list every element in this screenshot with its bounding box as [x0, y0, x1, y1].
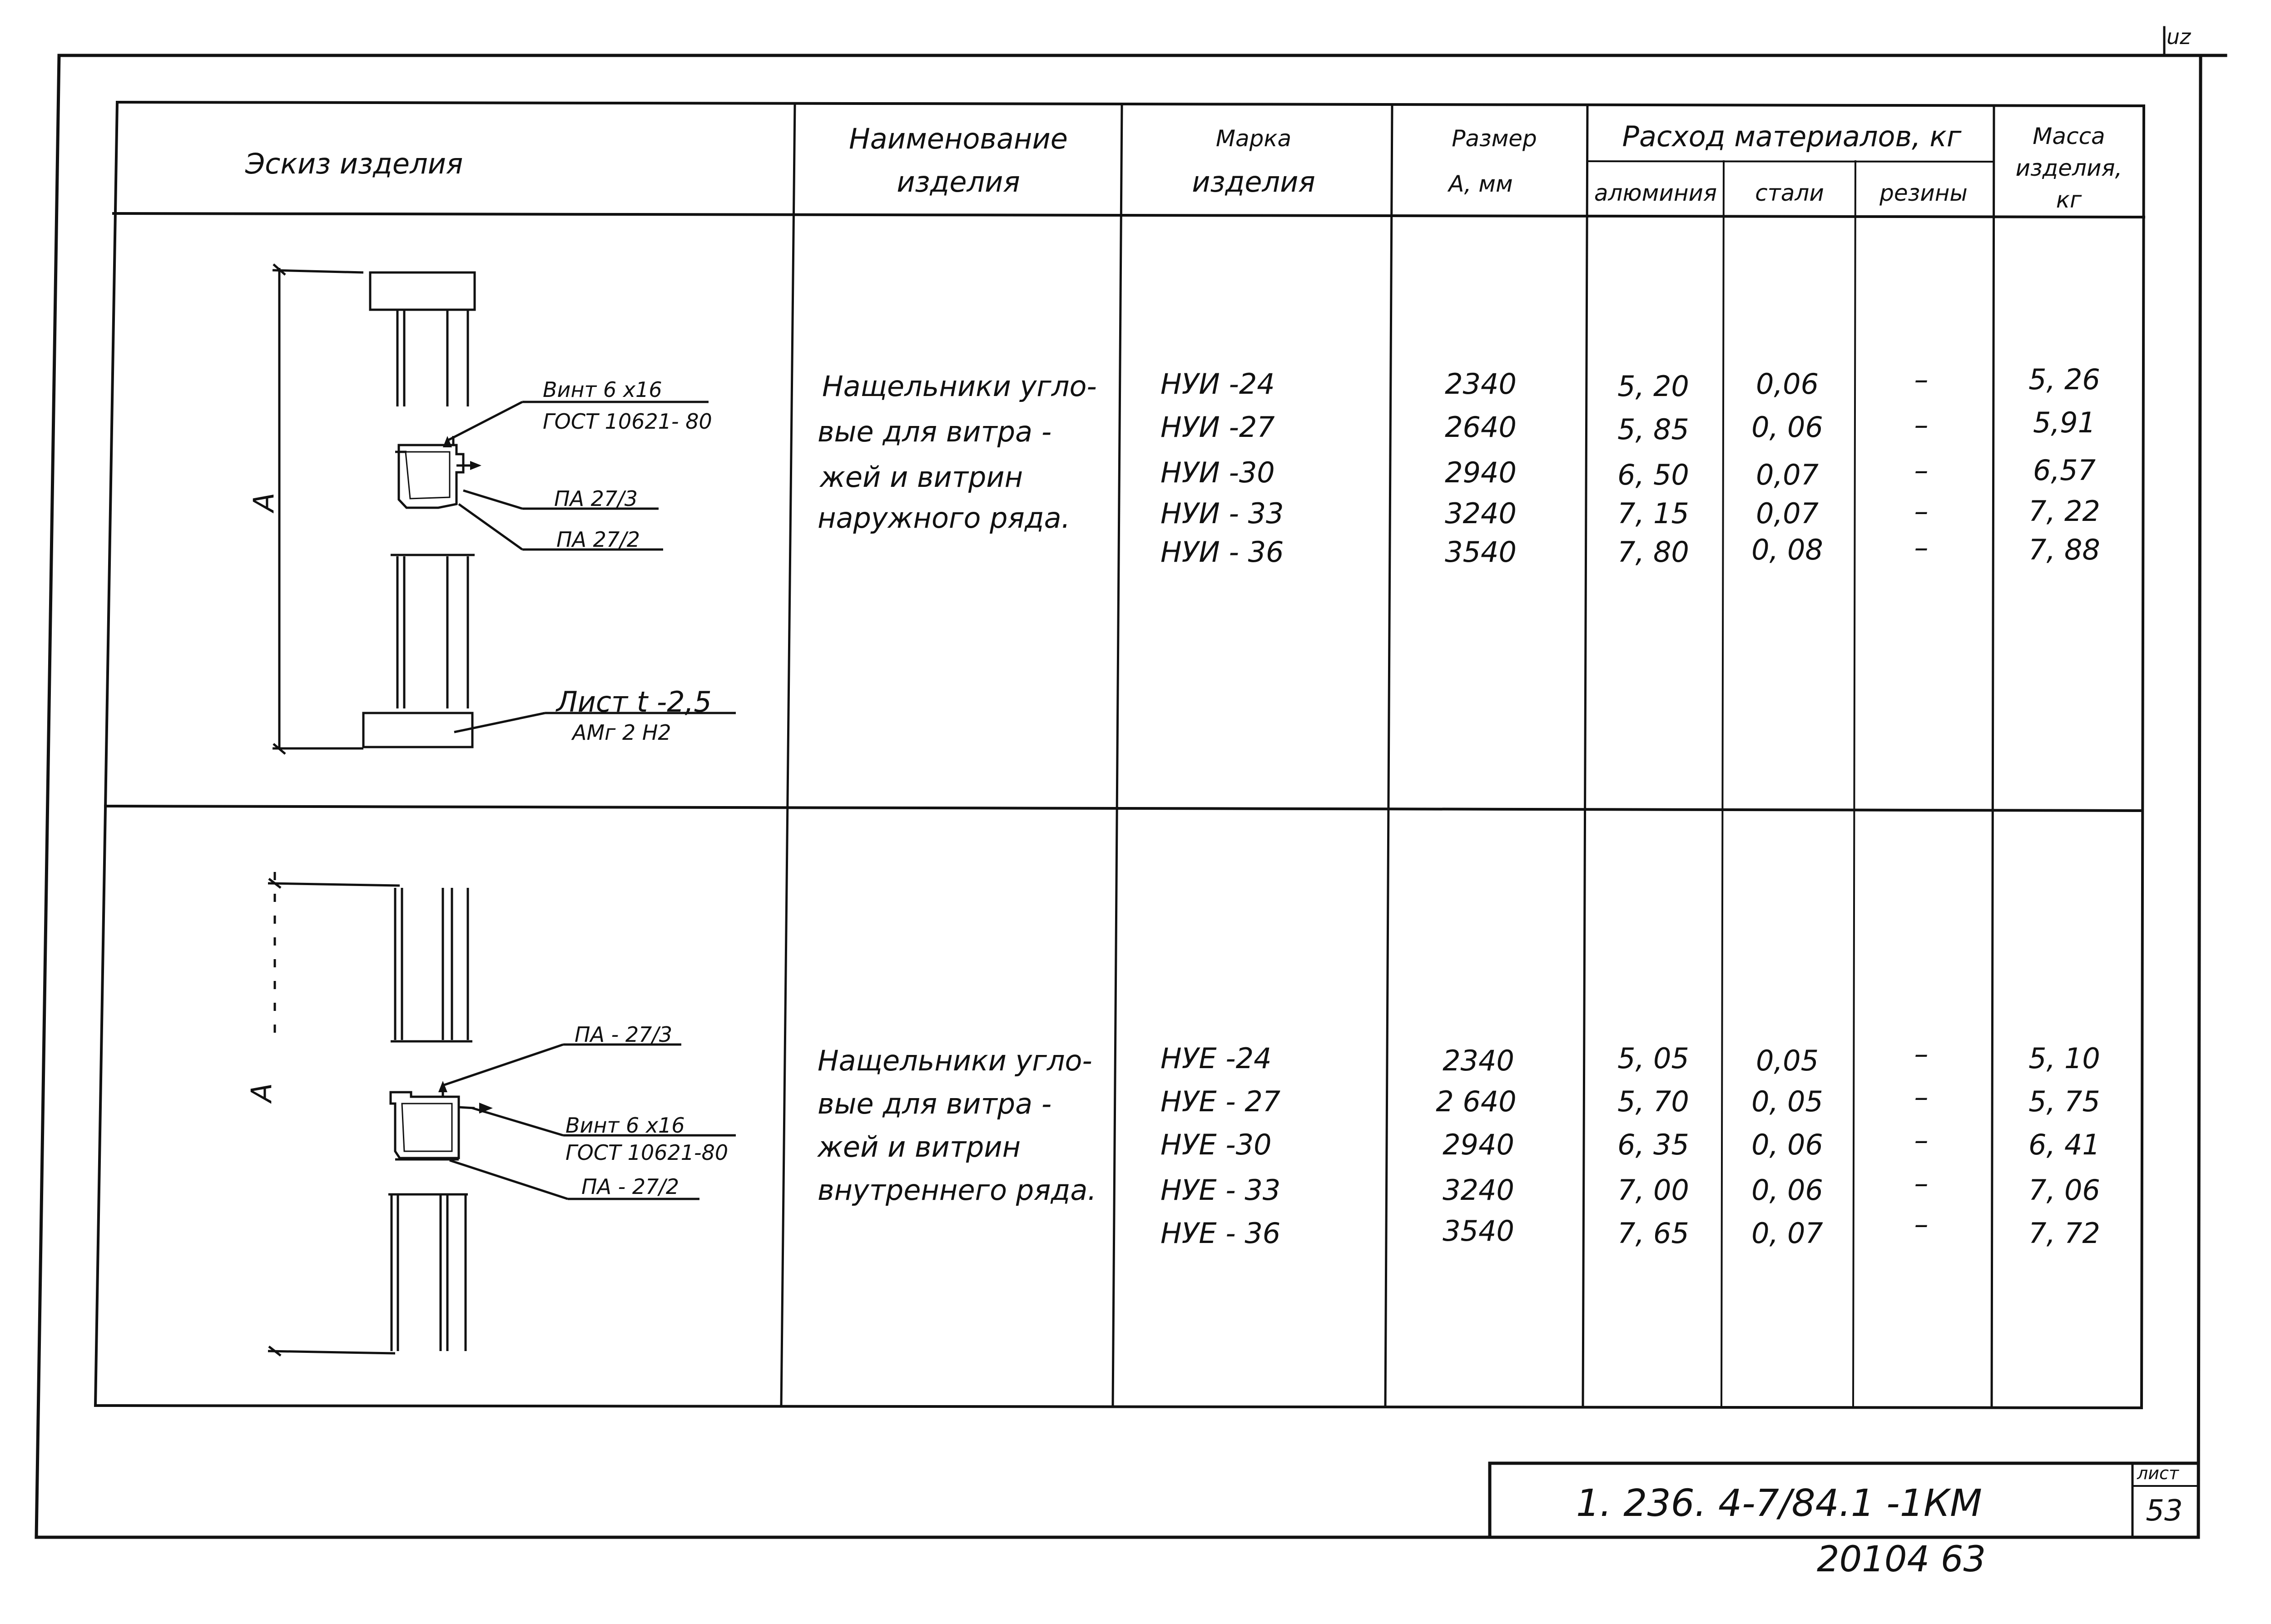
mass: 5, 10 [2028, 1042, 2100, 1075]
header-mass-line3: кг [2056, 187, 2082, 213]
size: 3240 [1445, 497, 1517, 530]
group2-pa3-label: ПА - 27/3 [575, 1022, 673, 1047]
aluminium: 7, 00 [1617, 1173, 1689, 1207]
mass: 7, 88 [2028, 533, 2100, 566]
rubber: – [1914, 1037, 1929, 1070]
size: 2940 [1443, 1128, 1514, 1161]
aluminium: 6, 35 [1617, 1128, 1689, 1161]
header-size-line2: А, мм [1448, 171, 1513, 197]
aluminium: 7, 15 [1617, 497, 1689, 530]
aluminium: 7, 65 [1617, 1217, 1689, 1250]
size: 2640 [1445, 411, 1517, 444]
steel: 0, 08 [1751, 533, 1823, 566]
mass: 5,91 [2033, 406, 2096, 439]
group1-pa2-label: ПА 27/2 [556, 527, 640, 552]
header-rubber: резины [1879, 180, 1968, 206]
group1-alloy-label: АМг 2 Н2 [572, 720, 671, 745]
aluminium: 6, 50 [1617, 458, 1689, 491]
header-sketch: Эскиз изделия [245, 147, 463, 180]
rubber: – [1914, 363, 1929, 396]
rubber: – [1914, 495, 1929, 528]
mass: 7, 22 [2028, 495, 2100, 528]
group1-name-line3: жей и витрин [820, 460, 1023, 494]
steel: 0, 06 [1751, 1128, 1823, 1161]
size: 3240 [1443, 1173, 1514, 1207]
rubber: – [1914, 1080, 1929, 1114]
group1-sheet-label: Лист t -2,5 [556, 685, 712, 718]
mark: НУЕ -24 [1160, 1042, 1272, 1075]
header-materials: Расход материалов, кг [1622, 120, 1962, 153]
size: 2340 [1445, 367, 1517, 401]
mark: НУЕ -30 [1160, 1128, 1272, 1161]
header-mark-line1: Марка [1215, 125, 1292, 152]
mark: НУИ - 36 [1160, 535, 1284, 569]
steel: 0,05 [1755, 1044, 1819, 1077]
rubber: – [1914, 454, 1929, 487]
mass: 7, 72 [2028, 1217, 2100, 1250]
bottom-number: 20104 63 [1817, 1539, 1986, 1580]
rubber: – [1914, 408, 1929, 441]
header-name-line2: изделия [897, 165, 1020, 198]
document-code: 1. 236. 4-7/84.1 -1КМ [1576, 1482, 1982, 1525]
aluminium: 5, 70 [1617, 1085, 1689, 1118]
rubber: – [1914, 1124, 1929, 1157]
steel: 0,07 [1755, 458, 1819, 491]
group1-name-line2: вые для витра - [818, 415, 1052, 448]
mass: 6,57 [2033, 454, 2096, 487]
header-mass-line2: изделия, [2015, 155, 2122, 181]
mark: НУЕ - 27 [1160, 1085, 1281, 1118]
size: 2 640 [1436, 1085, 1517, 1118]
steel: 0, 05 [1751, 1085, 1823, 1118]
size: 2940 [1445, 456, 1517, 489]
group2-screw-label: Винт 6 х16 [565, 1113, 685, 1138]
group2-name-line1: Нащельники угло- [818, 1044, 1092, 1077]
group2-gost-label: ГОСТ 10621-80 [565, 1140, 729, 1165]
steel: 0,06 [1755, 367, 1819, 401]
group1-dim-label: А [247, 492, 281, 512]
header-steel: стали [1755, 180, 1824, 206]
mark: НУИ - 33 [1160, 497, 1284, 530]
aluminium: 5, 05 [1617, 1042, 1689, 1075]
mark: НУИ -27 [1160, 411, 1275, 444]
group2-pa2-label: ПА - 27/2 [581, 1174, 679, 1199]
header-aluminium: алюминия [1594, 180, 1717, 206]
rubber: – [1914, 531, 1929, 564]
group2-name-line3: жей и витрин [818, 1130, 1021, 1164]
steel: 0,07 [1755, 497, 1819, 530]
group1-gost-label: ГОСТ 10621- 80 [543, 409, 712, 434]
mass: 6, 41 [2028, 1128, 2100, 1161]
steel: 0, 06 [1751, 1173, 1823, 1207]
aluminium: 5, 20 [1617, 370, 1689, 403]
size: 2340 [1443, 1044, 1514, 1077]
aluminium: 5, 85 [1617, 413, 1689, 446]
header-mark-line2: изделия [1192, 165, 1315, 198]
group2-name-line4: внутреннего ряда. [818, 1173, 1097, 1207]
group2-dim-label: А [245, 1083, 278, 1103]
group2-name-line2: вые для витра - [818, 1087, 1052, 1120]
size: 3540 [1443, 1214, 1514, 1248]
header-mass-line1: Масса [2033, 123, 2105, 149]
sheet-label: лист [2137, 1463, 2179, 1483]
rubber: – [1914, 1208, 1929, 1241]
mass: 5, 26 [2028, 363, 2100, 396]
size: 3540 [1445, 535, 1517, 569]
sheet-number: 53 [2146, 1494, 2183, 1528]
mark: НУИ -24 [1160, 367, 1275, 401]
group1-screw-label: Винт 6 х16 [543, 377, 662, 402]
group1-pa3-label: ПА 27/3 [554, 486, 638, 511]
mark: НУЕ - 33 [1160, 1173, 1281, 1207]
rubber: – [1914, 1167, 1929, 1200]
mass: 7, 06 [2028, 1173, 2100, 1207]
header-name-line1: Наименование [849, 122, 1068, 155]
steel: 0, 06 [1751, 411, 1823, 444]
header-size-line1: Размер [1452, 125, 1537, 152]
group1-name-line1: Нащельники угло- [822, 370, 1097, 403]
mark: НУИ -30 [1160, 456, 1275, 489]
mass: 5, 75 [2028, 1085, 2100, 1118]
steel: 0, 07 [1751, 1217, 1823, 1250]
corner-mark: uz [2167, 25, 2191, 49]
mark: НУЕ - 36 [1160, 1217, 1281, 1250]
group1-name-line4: наружного ряда. [818, 501, 1071, 535]
aluminium: 7, 80 [1617, 535, 1689, 569]
